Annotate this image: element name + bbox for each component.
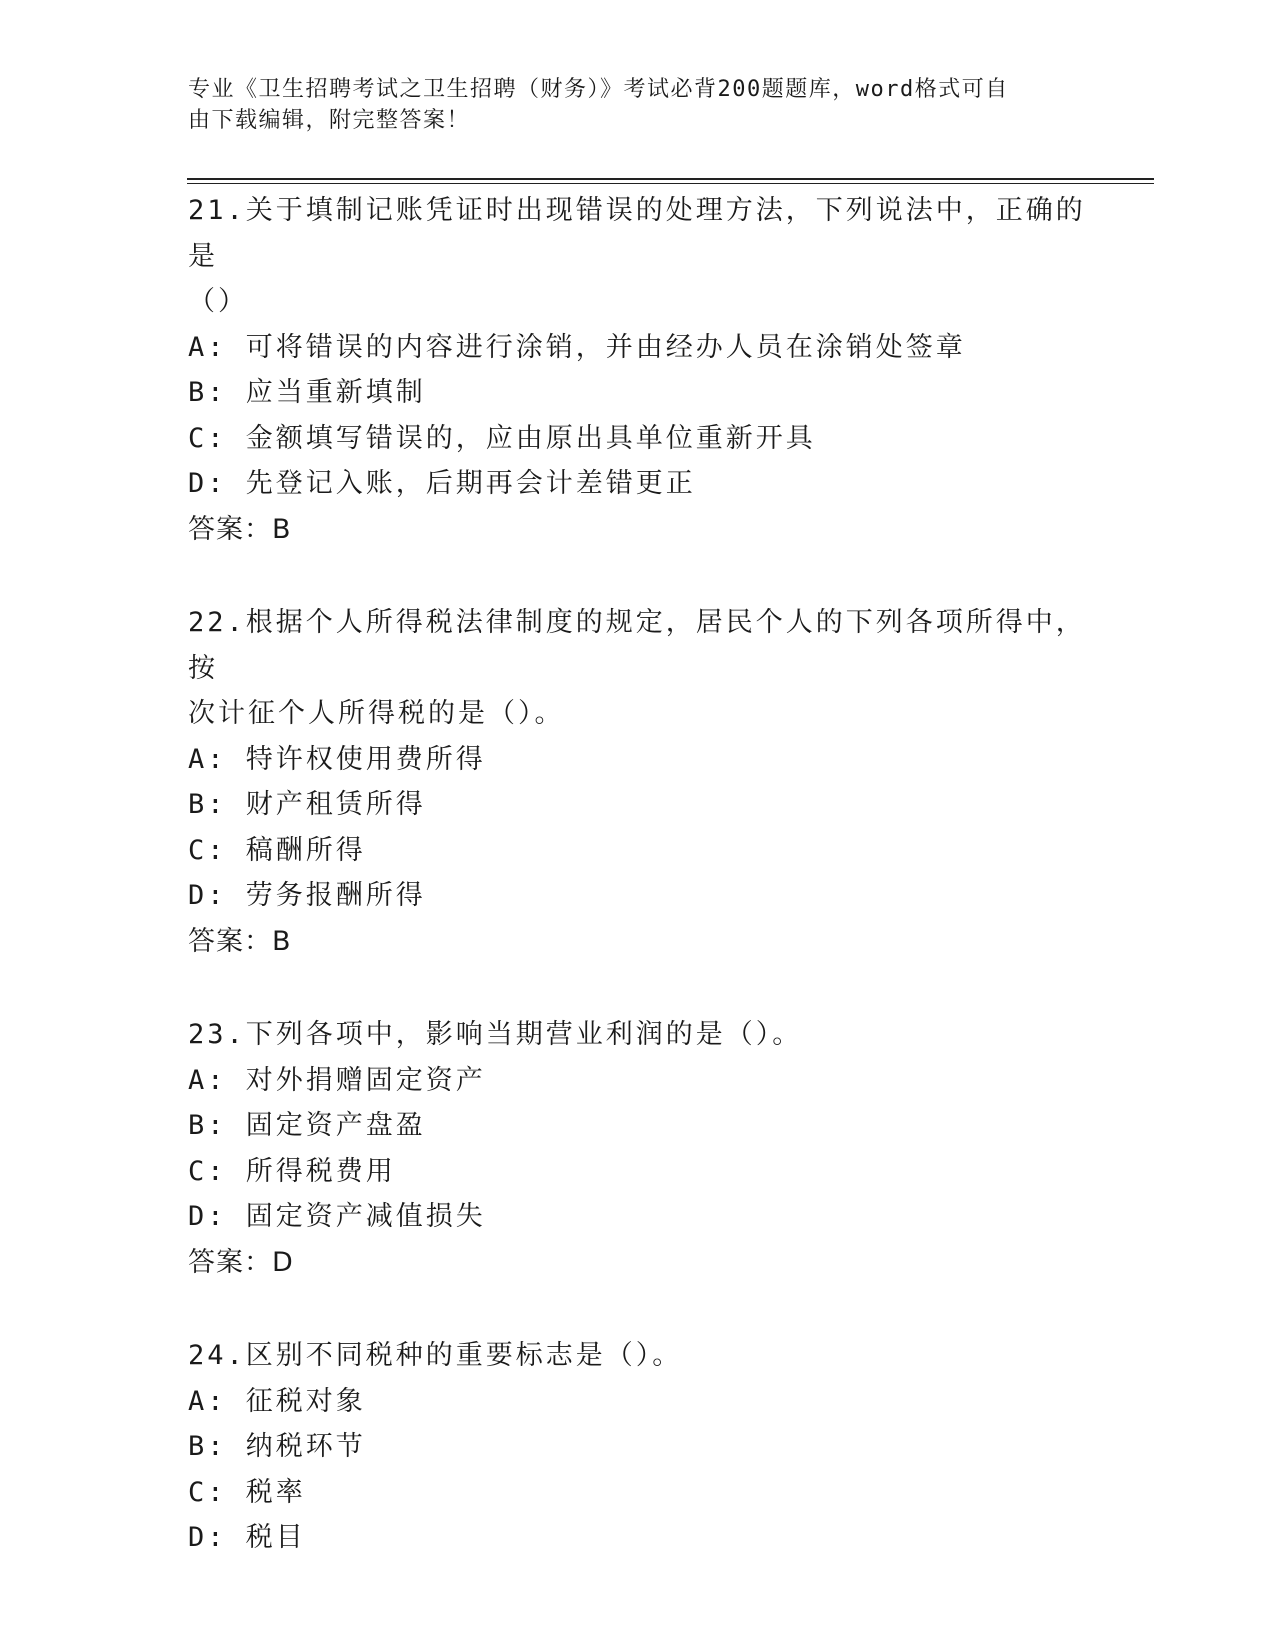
option-d: D: 劳务报酬所得: [188, 880, 426, 911]
option-b: B: 纳税环节: [188, 1431, 366, 1462]
header-line-2: 由下载编辑，附完整答案！: [188, 108, 471, 133]
option-d: D: 税目: [188, 1522, 306, 1553]
option-b: B: 财产租赁所得: [188, 789, 426, 820]
answer-line: 答案：B: [188, 513, 292, 545]
question-stem: 21.关于填制记账凭证时出现错误的处理方法，下列说法中，正确的是: [188, 195, 1086, 272]
option-a: A: 可将错误的内容进行涂销，并由经办人员在涂销处签章: [188, 331, 966, 363]
option-c: C: 金额填写错误的，应由原出具单位重新开具: [188, 422, 816, 454]
question-stem-continued: （）: [188, 286, 248, 317]
option-c: C: 税率: [188, 1476, 306, 1508]
question-21: [188, 188, 1088, 552]
option-a: A: 特许权使用费所得: [188, 743, 486, 775]
question-stem: 23.下列各项中，影响当期营业利润的是（）。: [188, 1019, 803, 1050]
header-line-1: 专业《卫生招聘考试之卫生招聘（财务）》考试必背200题题库，word格式可自: [188, 77, 1009, 102]
option-b: B: 固定资产盘盈: [188, 1110, 426, 1141]
document-header: [188, 74, 1068, 136]
option-b: B: 应当重新填制: [188, 377, 426, 408]
header-divider-thin: [187, 183, 1154, 184]
question-stem-continued: 次计征个人所得税的是（）。: [188, 698, 565, 729]
question-24: [188, 1333, 1088, 1561]
option-d: D: 固定资产减值损失: [188, 1201, 486, 1232]
question-list: [188, 188, 1088, 1561]
option-a: A: 征税对象: [188, 1385, 366, 1417]
option-c: C: 所得税费用: [188, 1155, 396, 1187]
question-stem: 22.根据个人所得税法律制度的规定，居民个人的下列各项所得中，按: [188, 607, 1086, 684]
question-23: [188, 1012, 1088, 1285]
answer-line: 答案：B: [188, 925, 292, 957]
header-divider-thick: [187, 178, 1154, 180]
option-a: A: 对外捐赠固定资产: [188, 1064, 486, 1096]
question-stem: 24.区别不同税种的重要标志是（）。: [188, 1340, 683, 1371]
option-c: C: 稿酬所得: [188, 834, 366, 866]
answer-line: 答案：D: [188, 1246, 294, 1278]
question-22: [188, 600, 1088, 964]
option-d: D: 先登记入账，后期再会计差错更正: [188, 468, 696, 499]
